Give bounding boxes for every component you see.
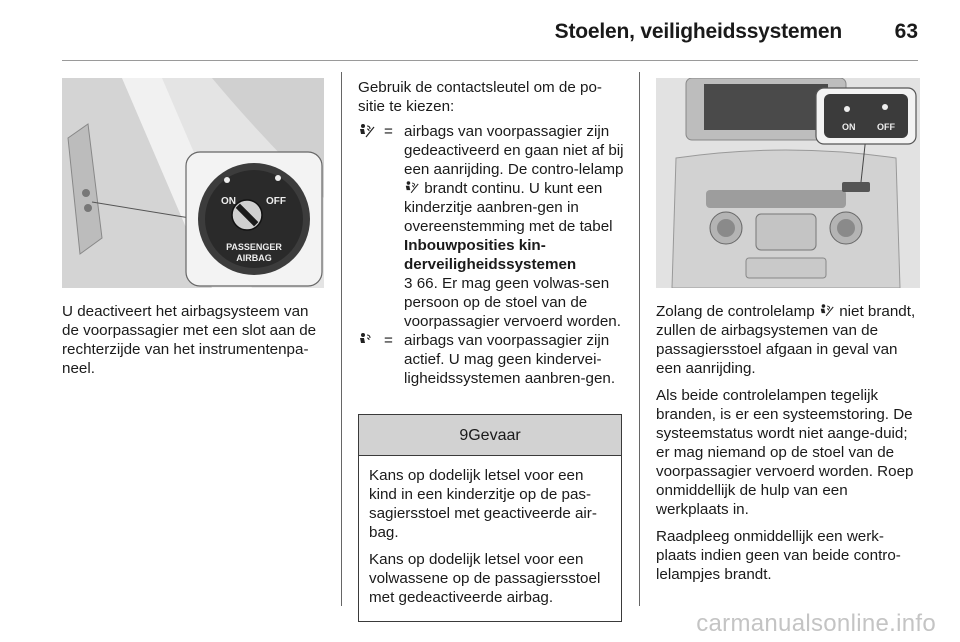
warning-title: Gevaar xyxy=(468,426,521,444)
page-title: Stoelen, veiligheidssystemen xyxy=(554,20,842,43)
column-divider-1 xyxy=(341,72,342,606)
airbag-on-entry xyxy=(358,331,624,388)
entry1-text-a: airbags van voorpassagier zijn gedeactiveerd en gaan niet af bij een aanrijding. De contro-lelamp xyxy=(404,123,624,178)
warning-paragraph-2: Kans op dodelijk letsel voor een volwassene op de passagiersstoel met gedeactiveerde airbag. xyxy=(369,551,601,606)
switch-off-label: OFF xyxy=(266,196,286,207)
entry1-text xyxy=(404,122,624,331)
col3-paragraph-2: Als beide controlelampen tegelijk branden, is er een systeemstoring. De systeemstatus wordt niet aange-duid; er mag niemand op de stoel van de voorpassagier vervoerd worden. Roep onmiddellijk de hulp van een werkplaats in. xyxy=(656,387,914,518)
entry1-text-b: brandt continu. U kunt een kinderzitje aanbren-gen in overeenstemming met de tabel xyxy=(404,180,613,235)
entry1-reference: Inbouwposities kin-derveiligheidssystemen xyxy=(404,237,577,273)
dashboard-indicator-figure xyxy=(656,78,920,288)
airbag-off-inline-icon xyxy=(404,180,420,195)
indicator-off-label: OFF xyxy=(877,122,895,132)
entry1-equals: = xyxy=(384,123,393,140)
page-number: 63 xyxy=(894,20,918,43)
warning-header xyxy=(359,415,621,456)
col2-content xyxy=(358,78,624,388)
entry2-equals: = xyxy=(384,332,393,349)
col3-para1-a: Zolang de controlelamp xyxy=(656,303,815,320)
watermark: carmanualsonline.info xyxy=(696,610,936,637)
switch-on-label: ON xyxy=(221,196,236,207)
header-divider xyxy=(62,60,918,61)
indicator-on-label: ON xyxy=(842,122,856,132)
column-divider-2 xyxy=(639,72,640,606)
warning-paragraph-1: Kans op dodelijk letsel voor een kind in een kinderzitje op de pas-sagiersstoel met geactiveerde air-bag. xyxy=(369,467,597,541)
warning-box xyxy=(358,414,622,622)
col1-paragraph: U deactiveert het airbagsysteem van de voorpassagier met een slot aan de rechterzijde van het instrumentenpa-neel. xyxy=(62,303,317,377)
entry2-text: airbags van voorpassagier zijn actief. U mag geen kindervei-ligheidssystemen aanbren-gen. xyxy=(404,332,616,387)
airbag-off-entry xyxy=(358,122,624,331)
entry1-ref-page: 66. Er mag geen volwas-sen persoon op de stoel van de voorpassagier vervoerd worden. xyxy=(404,275,621,330)
airbag-on-icon xyxy=(358,332,376,348)
switch-label-line2: AIRBAG xyxy=(236,253,272,263)
switch-label-line1: PASSENGER xyxy=(226,242,282,252)
col3-para1-b: niet brandt, zullen de airbagsystemen van de passagiersstoel afgaan in geval van een aanrijding. xyxy=(656,303,916,377)
col3-content xyxy=(656,302,922,592)
ref-arrow-icon: 3 xyxy=(404,275,413,292)
page-header xyxy=(0,0,960,62)
airbag-off-icon xyxy=(358,123,376,139)
col2-intro: Gebruik de contactsleutel om de po-sitie te kiezen: xyxy=(358,79,602,115)
airbag-switch-figure xyxy=(62,78,324,288)
col3-paragraph-3: Raadpleeg onmiddellijk een werk-plaats indien geen van beide contro-lelampjes brandt. xyxy=(656,528,901,583)
col3-paragraph-1 xyxy=(656,302,922,378)
airbag-off-inline-icon-2 xyxy=(819,303,835,318)
warning-symbol-icon: 9 xyxy=(459,426,469,444)
